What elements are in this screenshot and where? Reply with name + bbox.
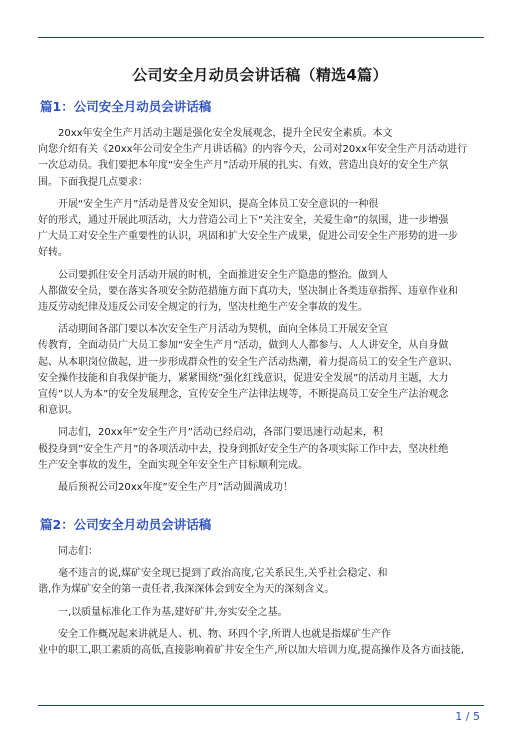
paragraph-line: 起、从本职岗位做起，进一步形成群众性的安全生产活动热潮，着力提高员工的安全生产意识、 <box>38 356 458 368</box>
paragraph <box>38 126 484 191</box>
paragraph-line: 生产安全事故的发生，全面实现全年安全生产目标顺利完成。 <box>38 459 308 471</box>
document-title: 公司安全月动员会讲话稿（精选4篇） <box>132 66 388 84</box>
paragraph-line: 广大员工对安全生产重要性的认识，巩固和扩大安全生产成果，促进公司安全生产形势的进一步 <box>38 231 458 243</box>
paragraph-line: 安全工作概况起来讲就是人、机、物、环四个字,所谓人也就是指煤矿生产作 <box>58 628 392 640</box>
paragraph <box>38 425 484 474</box>
paragraph-line: 和意识。 <box>38 405 78 417</box>
paragraph-line: 好的形式，通过开展此项活动，大力营造公司上下”关注安全，关爱生命”的氛围，进一步增强 <box>38 215 449 227</box>
paragraph-line: 向您介绍有关《20xx年公司安全生产月讲话稿》的内容今天，公司对20xx年安全生产月活动进行 <box>38 144 468 156</box>
paragraph-line: 围。下面我提几点要求： <box>38 176 148 188</box>
paragraph <box>38 627 484 659</box>
paragraph <box>38 322 484 419</box>
paragraph-line: 活动期间各部门要以本次安全生产月活动为契机，面向全体员工开展安全宣 <box>58 324 388 336</box>
paragraph-line: 开展“安全生产月”活动是普及安全知识，提高全体员工安全意识的一种很 <box>58 198 379 210</box>
section-heading-1: 篇1：公司安全月动员会讲话稿 <box>40 99 212 114</box>
paragraph-line: 同志们： <box>58 546 98 557</box>
paragraph-line: 最后预祝公司20xx年度”安全生产月”活动圆满成功！ <box>58 482 293 494</box>
paragraph-line: 一次总动员。我们要把本年度“安全生产月”活动开展的扎实、有效，营造出良好的安全生产氛 <box>38 160 449 172</box>
paragraph <box>38 480 484 496</box>
paragraph-line: 安全操作技能和自我保护能力，紧紧围绕”强化红线意识，促进安全发展”的活动月主题，大力 <box>38 372 449 384</box>
paragraph-line: 极投身到”安全生产月”的各项活动中去，投身到抓好安全生产的各项实际工作中去，坚决杜绝 <box>38 443 449 455</box>
paragraph-line: 宣传”以人为本”的安全发展理念，宣传安全生产法律法规等，不断提高员工安全生产法治观念 <box>38 389 449 401</box>
paragraph-line: 同志们，20xx年”安全生产月”活动已经启动，各部门要迅速行动起来，积 <box>58 427 383 439</box>
paragraph-line: 谐,作为煤矿安全的第一责任者,我深深体会到安全为天的深刻含义。 <box>38 584 335 596</box>
section-body-2 <box>38 544 484 665</box>
paragraph <box>38 605 484 621</box>
header-rule <box>38 37 484 38</box>
section-heading-2: 篇2：公司安全月动员会讲话稿 <box>40 517 212 532</box>
paragraph-line: 一,以质量标准化工作为基,建好矿井,夯实安全之基。 <box>58 606 288 618</box>
paragraph-line: 20xx年安全生产月活动主题是强化安全发展观念，提升全民安全素质。本文 <box>58 128 393 139</box>
paragraph-line: 毫不违言的说,煤矿安全现已提到了政治高度,它关系民生,关乎社会稳定、和 <box>58 568 388 580</box>
paragraph <box>38 197 484 262</box>
paragraph <box>38 566 484 598</box>
footer-rule <box>38 705 484 706</box>
paragraph-line: 公司要抓住安全月活动开展的时机，全面推进安全生产隐患的整治。做到人 <box>58 269 388 281</box>
paragraph-line: 人都做安全员，要在落实各项安全防范措施方面下真功夫，坚决制止各类违章指挥、违章作业和 <box>38 285 458 297</box>
paragraph-line: 违反劳动纪律及违反公司安全规定的行为，坚决杜绝生产安全事故的发生。 <box>38 302 368 314</box>
paragraph <box>38 544 484 560</box>
page-number: 1 / 5 <box>455 710 480 723</box>
paragraph-line: 传教育，全面动员广大员工参加“安全生产月”活动，做到人人都参与、人人讲安全，从自身做 <box>38 340 449 352</box>
paragraph <box>38 268 484 317</box>
paragraph-line: 业中的职工,职工素质的高低,直接影响着矿井安全生产,所以加大培训力度,提高操作及各方面技能, <box>38 645 464 657</box>
section-body-1 <box>38 126 484 502</box>
paragraph-line: 好转。 <box>38 247 68 259</box>
